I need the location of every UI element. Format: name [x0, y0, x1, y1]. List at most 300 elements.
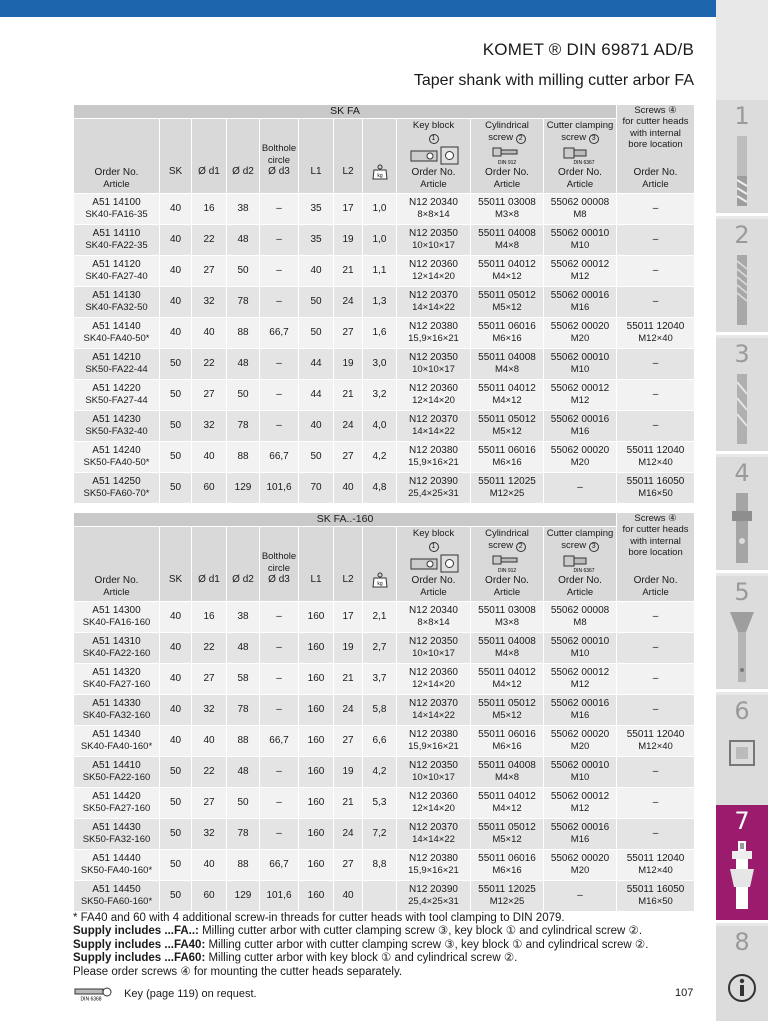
d2-cell: 48: [227, 632, 260, 663]
cyl-screw-cell: 55011 12025 M12×25: [471, 472, 544, 503]
d2-cell: 129: [227, 472, 260, 503]
d3-cell: 101,6: [260, 880, 299, 911]
cyl-screw-cell: 55011 04012 M4×12: [471, 255, 544, 286]
screws4-cell: –: [617, 818, 695, 849]
d2-header: Ø d2: [227, 527, 260, 602]
svg-text:DIN 6368: DIN 6368: [80, 996, 102, 1001]
l2-cell: 19: [334, 632, 363, 663]
l2-header: L2: [334, 119, 363, 194]
screws4-cell: –: [617, 756, 695, 787]
tab-6[interactable]: 6: [716, 695, 768, 811]
screws4-cell: –: [617, 632, 695, 663]
footer: [73, 987, 257, 1001]
screws4-cell: –: [617, 193, 695, 224]
sk-cell: 40: [160, 601, 192, 632]
clamp-screw-cell: 55062 00012 M12: [544, 255, 617, 286]
l2-cell: 21: [334, 379, 363, 410]
d3-cell: –: [260, 663, 299, 694]
table-row: [74, 317, 695, 348]
d1-cell: 32: [192, 818, 227, 849]
note-1: * FA40 and 60 with 4 additional screw-in threads for cutter heads with tool clamping to DIN 2079.: [73, 912, 565, 924]
l1-cell: 160: [299, 663, 334, 694]
order-cell: A51 14420 SK50-FA27-160: [74, 787, 160, 818]
d1-cell: 32: [192, 410, 227, 441]
order-cell: A51 14320 SK40-FA27-160: [74, 663, 160, 694]
table-row: [74, 694, 695, 725]
d2-cell: 88: [227, 725, 260, 756]
order-cell: A51 14340 SK40-FA40-160*: [74, 725, 160, 756]
screws4-cell: –: [617, 224, 695, 255]
weight-cell: 5,8: [363, 694, 397, 725]
tab-5[interactable]: 5: [716, 576, 768, 692]
d2-cell: 88: [227, 317, 260, 348]
note-4: Supply includes ...FA60: Milling cutter arbor with key block ① and cylindrical screw ②.: [73, 952, 518, 965]
d3-header: Bolthole circle Ø d3: [260, 119, 299, 194]
key-block-cell: N12 20390 25,4×25×31: [397, 472, 471, 503]
l1-cell: 50: [299, 317, 334, 348]
page-number: 107: [675, 987, 694, 999]
d1-cell: 16: [192, 193, 227, 224]
cyl-screw-header: Cylindrical screw 2 DIN 912 Order No. Article: [471, 527, 544, 602]
l1-cell: 70: [299, 472, 334, 503]
cyl-screw-cell: 55011 06016 M6×16: [471, 317, 544, 348]
clamp-screw-cell: 55062 00020 M20: [544, 725, 617, 756]
note-2: Supply includes ...FA..: Milling cutter arbor with cutter clamping screw ③, key block ① and cylindrical screw ②.: [73, 925, 643, 938]
l1-cell: 44: [299, 348, 334, 379]
sk-cell: 50: [160, 410, 192, 441]
l1-cell: 35: [299, 193, 334, 224]
cyl-screw-cell: 55011 04008 M4×8: [471, 224, 544, 255]
l2-cell: 17: [334, 193, 363, 224]
order-cell: A51 14240 SK50-FA40-50*: [74, 441, 160, 472]
d2-cell: 48: [227, 224, 260, 255]
order-cell: A51 14120 SK40-FA27-40: [74, 255, 160, 286]
screws4-cell: –: [617, 787, 695, 818]
weight-cell: 6,6: [363, 725, 397, 756]
clamp-screw-cell: 55062 00010 M10: [544, 224, 617, 255]
key-icon: [73, 987, 117, 1001]
d2-cell: 88: [227, 441, 260, 472]
l2-cell: 27: [334, 849, 363, 880]
svg-text:DIN 912: DIN 912: [497, 159, 517, 166]
clamp-screw-cell: –: [544, 880, 617, 911]
l1-cell: 160: [299, 880, 334, 911]
l2-cell: 27: [334, 441, 363, 472]
d1-cell: 40: [192, 725, 227, 756]
key-block-cell: N12 20380 15,9×16×21: [397, 849, 471, 880]
order-cell: A51 14140 SK40-FA40-50*: [74, 317, 160, 348]
sk-header: SK: [160, 527, 192, 602]
order-cell: A51 14330 SK40-FA32-160: [74, 694, 160, 725]
clamp-screw-header: Cutter clamping screw 3 DIN 6367 Order No. Article: [544, 119, 617, 194]
clamping-screw-icon: [560, 146, 600, 166]
page-title: KOMET ® DIN 69871 AD/B: [482, 40, 694, 59]
d1-cell: 40: [192, 317, 227, 348]
d2-cell: 78: [227, 410, 260, 441]
tab-3[interactable]: 3: [716, 338, 768, 454]
key-block-cell: N12 20350 10×10×17: [397, 632, 471, 663]
table-row: [74, 787, 695, 818]
cyl-screw-cell: 55011 04012 M4×12: [471, 663, 544, 694]
screws4-cell: –: [617, 286, 695, 317]
tab-8[interactable]: 8: [716, 926, 768, 1024]
table-row: [74, 286, 695, 317]
knurled-tool-icon: [726, 255, 758, 327]
l2-cell: 24: [334, 286, 363, 317]
d2-cell: 50: [227, 255, 260, 286]
order-cell: A51 14250 SK50-FA60-70*: [74, 472, 160, 503]
cyl-screw-cell: 55011 04008 M4×8: [471, 632, 544, 663]
key-block-cell: N12 20350 10×10×17: [397, 348, 471, 379]
table-row: [74, 224, 695, 255]
boring-tool-icon: [726, 493, 758, 565]
clamp-screw-header: Cutter clamping screw 3 DIN 6367 Order No. Article: [544, 527, 617, 602]
cyl-screw-cell: 55011 04008 M4×8: [471, 348, 544, 379]
clamp-screw-cell: 55062 00010 M10: [544, 632, 617, 663]
order-cell: A51 14310 SK40-FA22-160: [74, 632, 160, 663]
cyl-screw-cell: 55011 04012 M4×12: [471, 379, 544, 410]
screws4-cell: 55011 12040 M12×40: [617, 725, 695, 756]
d2-cell: 48: [227, 348, 260, 379]
key-block-cell: N12 20370 14×14×22: [397, 410, 471, 441]
sk-cell: 50: [160, 472, 192, 503]
l1-cell: 160: [299, 601, 334, 632]
l2-cell: 21: [334, 787, 363, 818]
d3-cell: –: [260, 193, 299, 224]
weight-cell: 7,2: [363, 818, 397, 849]
screws4-cell: –: [617, 694, 695, 725]
d3-cell: –: [260, 348, 299, 379]
key-block-cell: N12 20380 15,9×16×21: [397, 725, 471, 756]
d2-cell: 78: [227, 286, 260, 317]
chapter-tabs: [716, 0, 768, 1024]
order-cell: A51 14210 SK50-FA22-44: [74, 348, 160, 379]
cyl-screw-cell: 55011 06016 M6×16: [471, 441, 544, 472]
d2-cell: 88: [227, 849, 260, 880]
info-icon: [726, 956, 758, 1024]
d3-cell: –: [260, 756, 299, 787]
key-block-cell: N12 20370 14×14×22: [397, 286, 471, 317]
l1-header: L1: [299, 119, 334, 194]
clamp-screw-cell: 55062 00012 M12: [544, 787, 617, 818]
d2-cell: 129: [227, 880, 260, 911]
weight-cell: 1,1: [363, 255, 397, 286]
table-row: [74, 255, 695, 286]
order-cell: A51 14130 SK40-FA32-50: [74, 286, 160, 317]
svg-text:kg: kg: [376, 172, 383, 179]
weight-cell: 4,0: [363, 410, 397, 441]
sk-cell: 50: [160, 379, 192, 410]
sk-cell: 40: [160, 255, 192, 286]
key-block-cell: N12 20370 14×14×22: [397, 694, 471, 725]
sk-header: SK: [160, 119, 192, 194]
l2-cell: 24: [334, 818, 363, 849]
l1-header: L1: [299, 527, 334, 602]
order-cell: A51 14220 SK50-FA27-44: [74, 379, 160, 410]
key-block-icon: [409, 146, 459, 166]
l1-cell: 50: [299, 286, 334, 317]
screws4-cell: 55011 16050 M16×50: [617, 472, 695, 503]
d1-cell: 32: [192, 286, 227, 317]
tab-1[interactable]: 1: [716, 100, 768, 216]
notes: [73, 912, 713, 979]
cyl-screw-cell: 55011 05012 M5×12: [471, 694, 544, 725]
screws4-cell: –: [617, 379, 695, 410]
cyl-screw-cell: 55011 04012 M4×12: [471, 787, 544, 818]
order-cell: A51 14440 SK50-FA40-160*: [74, 849, 160, 880]
table-row: [74, 193, 695, 224]
sk-cell: 50: [160, 756, 192, 787]
table-sk-fa-160: [73, 512, 695, 912]
l2-cell: 40: [334, 880, 363, 911]
d2-cell: 78: [227, 818, 260, 849]
svg-text:DIN 6367: DIN 6367: [573, 567, 595, 574]
l2-header: L2: [334, 527, 363, 602]
clamp-screw-cell: 55062 00012 M12: [544, 663, 617, 694]
order-cell: A51 14110 SK40-FA22-35: [74, 224, 160, 255]
order-cell: A51 14450 SK50-FA60-160*: [74, 880, 160, 911]
l1-cell: 160: [299, 694, 334, 725]
end-mill-icon: [726, 136, 758, 208]
sk-cell: 50: [160, 348, 192, 379]
cyl-screw-cell: 55011 05012 M5×12: [471, 410, 544, 441]
table-row: [74, 818, 695, 849]
table-row: [74, 379, 695, 410]
cyl-screw-header: Cylindrical screw 2 DIN 912 Order No. Article: [471, 119, 544, 194]
cyl-screw-cell: 55011 05012 M5×12: [471, 818, 544, 849]
screws4-cell: –: [617, 663, 695, 694]
clamp-screw-cell: 55062 00010 M10: [544, 756, 617, 787]
table-row: [74, 601, 695, 632]
weight-icon: [372, 164, 388, 180]
l2-cell: 40: [334, 472, 363, 503]
clamp-screw-cell: 55062 00016 M16: [544, 694, 617, 725]
sk-cell: 50: [160, 787, 192, 818]
clamp-screw-cell: 55062 00016 M16: [544, 818, 617, 849]
weight-cell: 4,2: [363, 441, 397, 472]
l2-cell: 27: [334, 725, 363, 756]
table-sk-fa: [73, 104, 695, 504]
d2-cell: 48: [227, 756, 260, 787]
key-block-cell: N12 20380 15,9×16×21: [397, 441, 471, 472]
key-block-cell: N12 20340 8×8×14: [397, 193, 471, 224]
key-block-cell: N12 20360 12×14×20: [397, 255, 471, 286]
screws4-cell: 55011 12040 M12×40: [617, 441, 695, 472]
weight-cell: 1,3: [363, 286, 397, 317]
key-block-header: Key block 1 Order No. Article: [397, 527, 471, 602]
tool-holder-icon: [726, 841, 758, 913]
footer-text: Key (page 119) on request.: [124, 987, 257, 1000]
key-block-cell: N12 20350 10×10×17: [397, 224, 471, 255]
table-row: [74, 663, 695, 694]
clamp-screw-cell: 55062 00020 M20: [544, 441, 617, 472]
d1-cell: 40: [192, 849, 227, 880]
d2-cell: 38: [227, 601, 260, 632]
d3-cell: 66,7: [260, 725, 299, 756]
d3-cell: –: [260, 818, 299, 849]
d1-cell: 22: [192, 224, 227, 255]
d1-cell: 22: [192, 632, 227, 663]
sk-cell: 40: [160, 224, 192, 255]
weight-icon: [372, 572, 388, 588]
weight-cell: 1,6: [363, 317, 397, 348]
key-block-cell: N12 20350 10×10×17: [397, 756, 471, 787]
l1-cell: 160: [299, 787, 334, 818]
d3-cell: –: [260, 787, 299, 818]
clamp-screw-cell: 55062 00008 M8: [544, 601, 617, 632]
d1-cell: 27: [192, 255, 227, 286]
order-cell: A51 14410 SK50-FA22-160: [74, 756, 160, 787]
sk-cell: 50: [160, 441, 192, 472]
weight-cell: 2,1: [363, 601, 397, 632]
l2-cell: 21: [334, 663, 363, 694]
tab-7[interactable]: 7: [716, 805, 768, 923]
order-no-header: Order No. Article: [74, 119, 160, 194]
d3-cell: 66,7: [260, 441, 299, 472]
weight-cell: 3,2: [363, 379, 397, 410]
l2-cell: 17: [334, 601, 363, 632]
screws4-cell: –: [617, 348, 695, 379]
table-row: [74, 348, 695, 379]
l2-cell: 21: [334, 255, 363, 286]
d2-header: Ø d2: [227, 119, 260, 194]
sk-cell: 50: [160, 818, 192, 849]
d3-cell: –: [260, 255, 299, 286]
screws4-cell: 55011 12040 M12×40: [617, 849, 695, 880]
d3-cell: –: [260, 379, 299, 410]
cyl-screw-cell: 55011 03008 M3×8: [471, 601, 544, 632]
clamp-screw-cell: 55062 00020 M20: [544, 849, 617, 880]
tab-4[interactable]: 4: [716, 457, 768, 573]
note-3: Supply includes ...FA40: Milling cutter arbor with cutter clamping screw ③, key block ① and cylindrical screw ②.: [73, 938, 649, 951]
weight-cell: 8,8: [363, 849, 397, 880]
weight-cell: 1,0: [363, 193, 397, 224]
weight-cell: 5,3: [363, 787, 397, 818]
key-block-icon: [409, 554, 459, 574]
order-cell: A51 14430 SK50-FA32-160: [74, 818, 160, 849]
d1-cell: 27: [192, 663, 227, 694]
d3-header: Bolthole circle Ø d3: [260, 527, 299, 602]
weight-cell: 4,8: [363, 472, 397, 503]
drill-icon: [726, 374, 758, 446]
table-row: [74, 725, 695, 756]
d2-cell: 50: [227, 379, 260, 410]
d3-cell: 66,7: [260, 849, 299, 880]
screws4-header-2: Screws ④ for cutter heads with internal bore location Order No. Article: [617, 513, 695, 602]
svg-text:DIN 912: DIN 912: [497, 567, 517, 574]
d3-cell: 101,6: [260, 472, 299, 503]
d1-cell: 60: [192, 472, 227, 503]
weight-header: [363, 119, 397, 194]
key-block-cell: N12 20360 12×14×20: [397, 787, 471, 818]
d1-cell: 22: [192, 348, 227, 379]
tab-2[interactable]: 2: [716, 219, 768, 335]
table-row: [74, 849, 695, 880]
table-row: [74, 472, 695, 503]
l1-cell: 160: [299, 725, 334, 756]
table-row: [74, 410, 695, 441]
page-subtitle: Taper shank with milling cutter arbor FA: [413, 72, 694, 89]
d1-header: Ø d1: [192, 119, 227, 194]
sk-cell: 40: [160, 286, 192, 317]
d2-cell: 50: [227, 787, 260, 818]
sk-cell: 50: [160, 880, 192, 911]
key-block-cell: N12 20370 14×14×22: [397, 818, 471, 849]
clamp-screw-cell: 55062 00010 M10: [544, 348, 617, 379]
d3-cell: –: [260, 224, 299, 255]
table-row: [74, 441, 695, 472]
screws4-cell: –: [617, 601, 695, 632]
d3-cell: –: [260, 410, 299, 441]
table1-title: SK FA: [74, 105, 617, 119]
sk-cell: 50: [160, 849, 192, 880]
table-row: [74, 756, 695, 787]
d3-cell: –: [260, 632, 299, 663]
table-row: [74, 632, 695, 663]
sk-cell: 40: [160, 632, 192, 663]
svg-text:kg: kg: [376, 580, 383, 587]
order-cell: A51 14300 SK40-FA16-160: [74, 601, 160, 632]
l2-cell: 24: [334, 410, 363, 441]
screws4-cell: 55011 12040 M12×40: [617, 317, 695, 348]
cylindrical-screw-icon: [487, 554, 527, 574]
weight-cell: [363, 880, 397, 911]
key-block-cell: N12 20340 8×8×14: [397, 601, 471, 632]
sk-cell: 40: [160, 694, 192, 725]
order-cell: A51 14100 SK40-FA16-35: [74, 193, 160, 224]
weight-header: [363, 527, 397, 602]
screws4-header: Screws ④ for cutter heads with internal bore location Order No. Article: [617, 105, 695, 194]
clamp-screw-cell: 55062 00016 M16: [544, 410, 617, 441]
svg-text:DIN 6367: DIN 6367: [573, 159, 595, 166]
d1-cell: 60: [192, 880, 227, 911]
key-block-cell: N12 20360 12×14×20: [397, 379, 471, 410]
cyl-screw-cell: 55011 04008 M4×8: [471, 756, 544, 787]
clamping-screw-icon: [560, 554, 600, 574]
d1-cell: 16: [192, 601, 227, 632]
insert-icon: [726, 731, 758, 803]
weight-cell: 4,2: [363, 756, 397, 787]
l1-cell: 50: [299, 441, 334, 472]
clamp-screw-cell: 55062 00008 M8: [544, 193, 617, 224]
weight-cell: 3,7: [363, 663, 397, 694]
l1-cell: 160: [299, 632, 334, 663]
d2-cell: 58: [227, 663, 260, 694]
screws4-cell: 55011 16050 M16×50: [617, 880, 695, 911]
cyl-screw-cell: 55011 06016 M6×16: [471, 725, 544, 756]
sk-cell: 40: [160, 193, 192, 224]
l1-cell: 160: [299, 818, 334, 849]
cyl-screw-cell: 55011 03008 M3×8: [471, 193, 544, 224]
l1-cell: 40: [299, 255, 334, 286]
d3-cell: 66,7: [260, 317, 299, 348]
sk-cell: 40: [160, 725, 192, 756]
weight-cell: 1,0: [363, 224, 397, 255]
d1-header: Ø d1: [192, 527, 227, 602]
d1-cell: 32: [192, 694, 227, 725]
cyl-screw-cell: 55011 12025 M12×25: [471, 880, 544, 911]
clamp-screw-cell: –: [544, 472, 617, 503]
d3-cell: –: [260, 286, 299, 317]
d2-cell: 38: [227, 193, 260, 224]
l2-cell: 24: [334, 694, 363, 725]
weight-cell: 3,0: [363, 348, 397, 379]
d1-cell: 40: [192, 441, 227, 472]
l2-cell: 19: [334, 348, 363, 379]
screws4-cell: –: [617, 410, 695, 441]
cyl-screw-cell: 55011 05012 M5×12: [471, 286, 544, 317]
table2-title: SK FA..-160: [74, 513, 617, 527]
